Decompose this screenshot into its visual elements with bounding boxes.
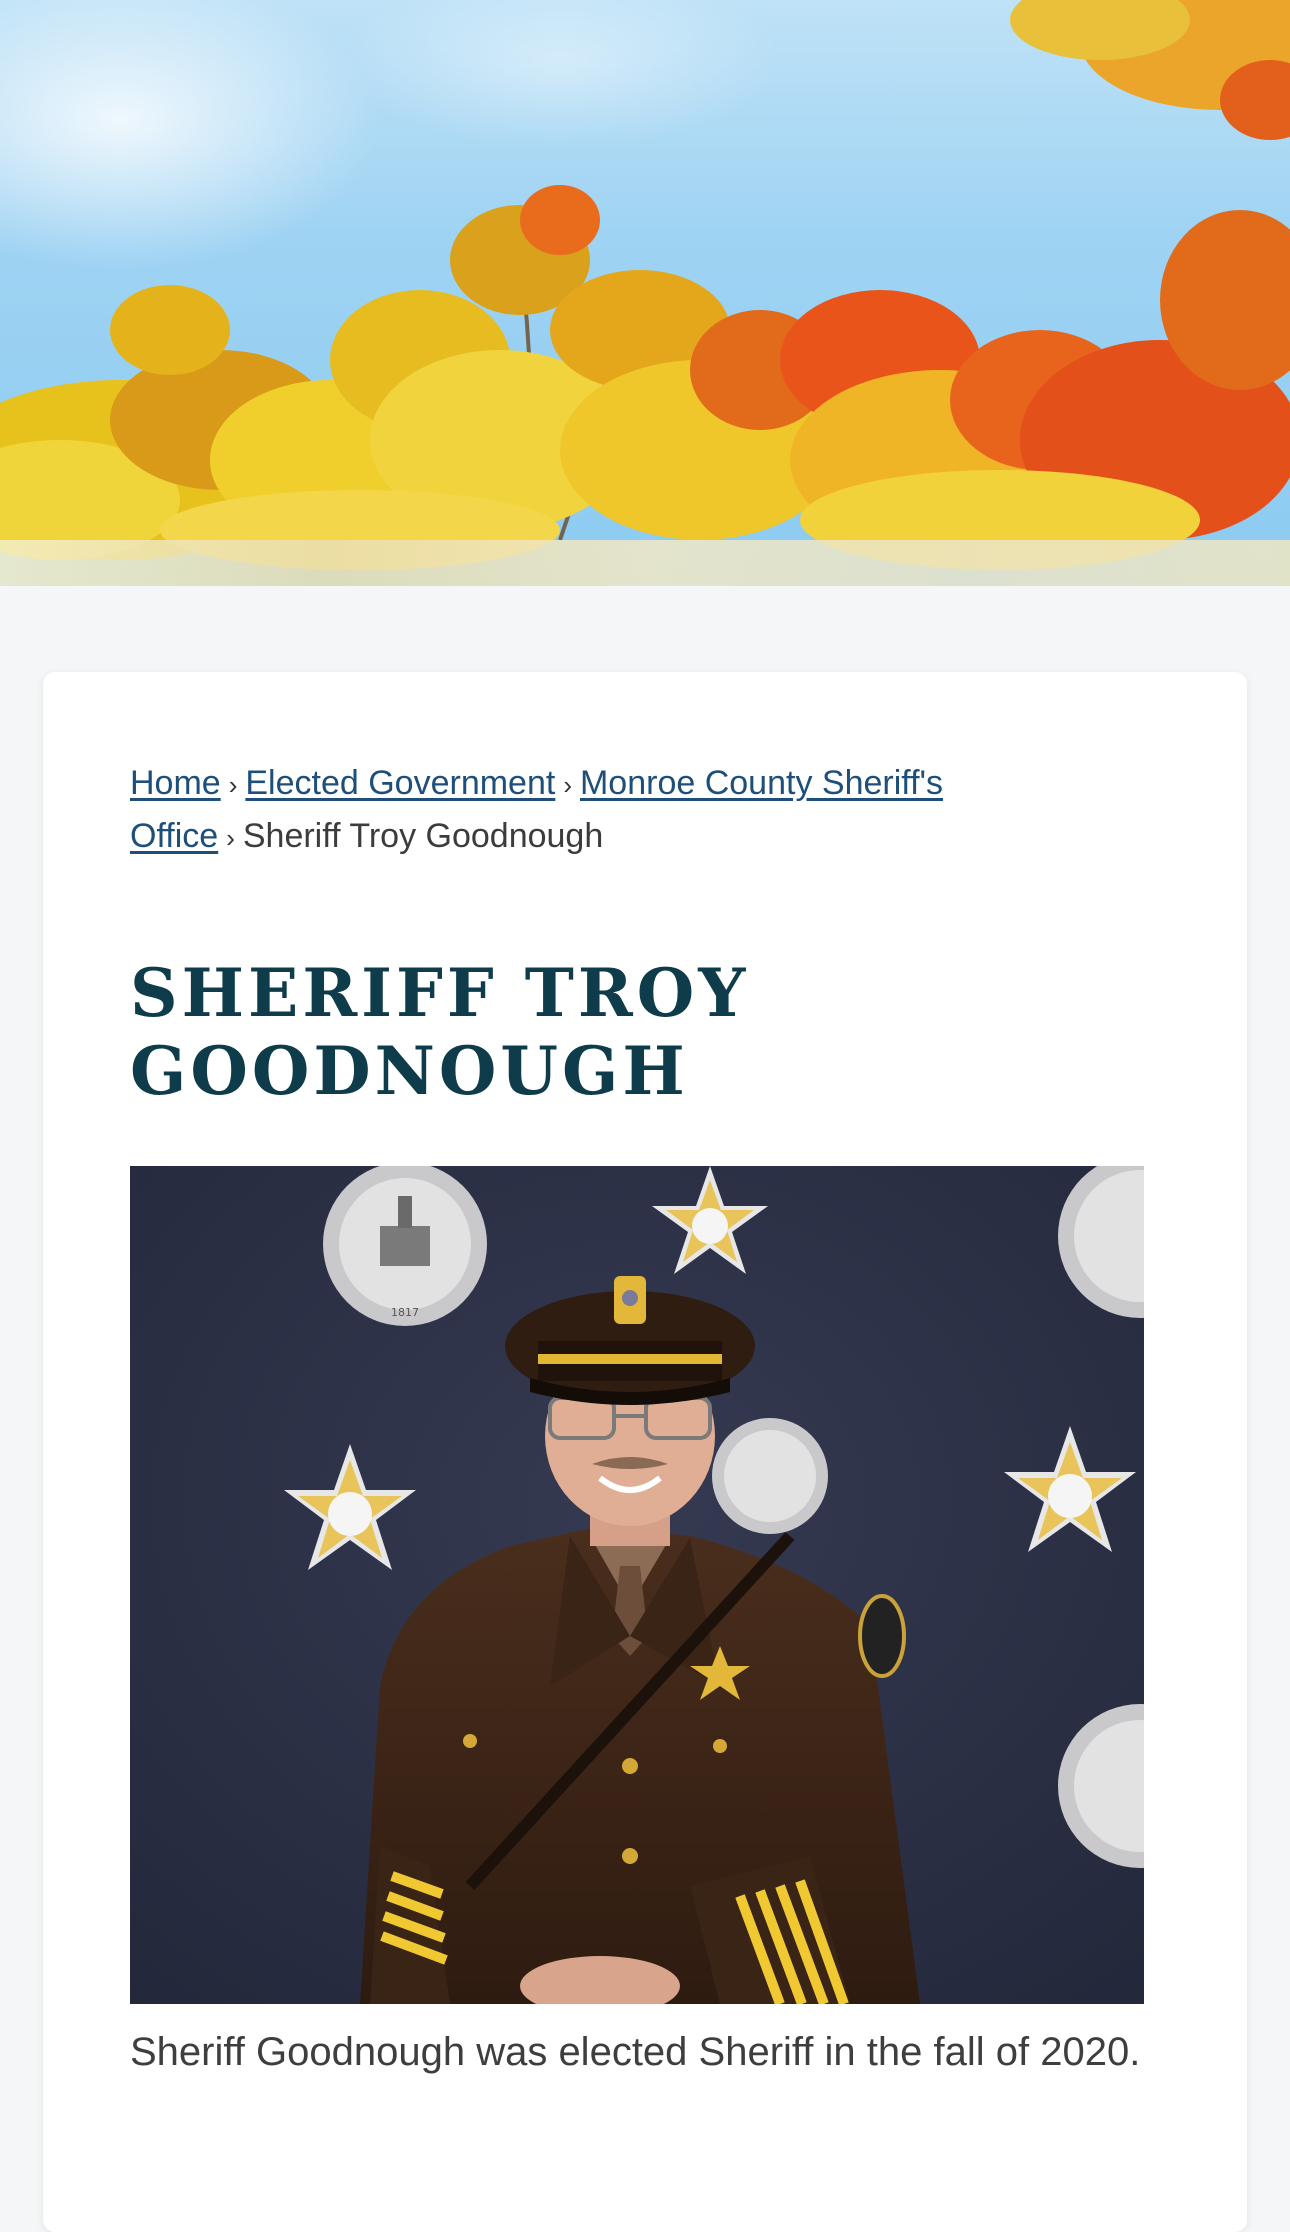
content-card [43, 672, 1247, 2232]
sheriff-photo [130, 1166, 1144, 2004]
photo-caption: Sheriff Goodnough was elected Sheriff in the fall of 2020. [130, 2030, 1141, 2074]
autumn-leaves-image [0, 0, 1290, 586]
hero-fade-strip [0, 540, 1290, 586]
breadcrumb-current-page: Sheriff Troy Goodnough [242, 817, 604, 855]
breadcrumb-elected-government-link[interactable]: Elected Government [245, 764, 556, 802]
hero-banner [0, 0, 1290, 586]
breadcrumb-separator: › [563, 770, 572, 800]
breadcrumb-separator: › [228, 770, 238, 800]
page-title: SHERIFF TROY GOODNOUGH [130, 954, 750, 1110]
breadcrumb-sheriffs-office-link[interactable]: Monroe County Sheriff's Office [130, 764, 944, 855]
county-seal-icon [323, 1166, 487, 1326]
breadcrumb-separator: › [226, 823, 235, 853]
county-seal-icon [712, 1418, 828, 1534]
breadcrumb [130, 758, 1060, 864]
breadcrumb-home-link[interactable]: Home [130, 764, 221, 802]
seal-year-text: 1817 [391, 1306, 419, 1319]
